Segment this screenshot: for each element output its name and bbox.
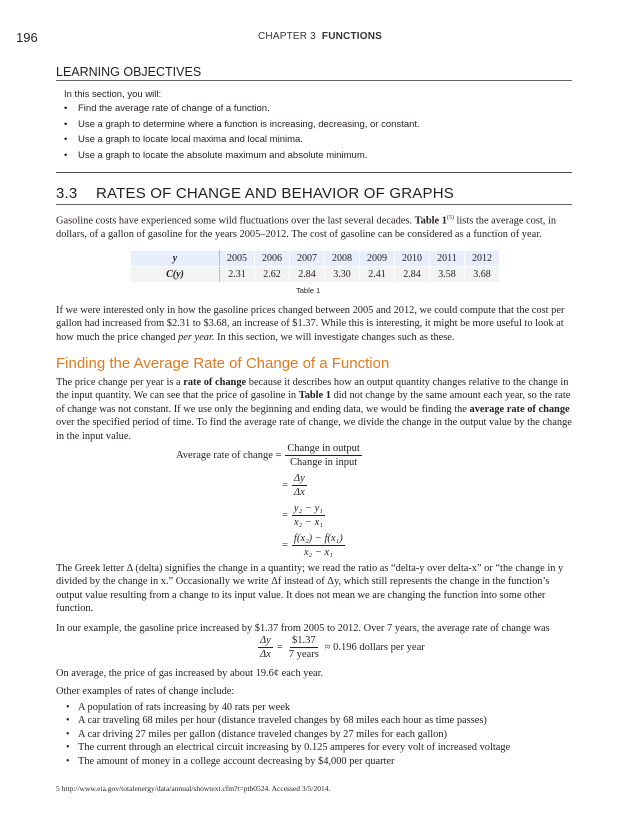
formula-fraction-words	[285, 443, 361, 468]
subsection-heading: Finding the Average Rate of Change of a Function	[56, 355, 390, 372]
para2-text-b: In this section, we will investigate changes such as these.	[217, 331, 455, 343]
fraction-denominator: Δx	[293, 486, 305, 498]
equals-sign: =	[282, 539, 288, 551]
fraction-numerator: Change in output	[287, 442, 360, 454]
table-caption: Table 1	[296, 286, 321, 295]
table-row	[131, 251, 500, 267]
list-item: • A car driving 27 miles per gallon (distance traveled changes by 27 miles for each gallon)	[66, 728, 510, 741]
term-rate-of-change: rate of change	[183, 377, 247, 388]
fraction-numerator: y₂ − y₁	[293, 502, 323, 514]
cost-cell: 2.62	[255, 267, 290, 283]
chapter-header	[258, 31, 382, 42]
paragraph-4: The Greek letter Δ (delta) signifies the change in a quantity; we read the ratio as “delta-y over delta-x” or “the change in y divided by the change in x.” Occasionally we write Δf instead of Δy, which still represents the change in the function’s output value resulting from a change to its input value. It does not mean we are changing the function into some other function.	[56, 563, 564, 615]
year-cell: 2012	[465, 251, 500, 267]
fraction-denominator: x₂ − x₁	[293, 516, 323, 528]
intro-text-b: lists the average cost, in dollars, of a gallon of gasoline for the years 2005–2012. The cost of gasoline can be considered as a function of year.	[56, 215, 557, 240]
equals-sign: =	[282, 479, 288, 491]
section-number: 3.3	[56, 185, 78, 202]
row-label-y: y	[131, 251, 220, 267]
fraction-denominator: Change in input	[290, 456, 358, 468]
cost-cell: 3.68	[465, 267, 500, 283]
year-cell: 2010	[395, 251, 430, 267]
list-item: • The current through an electrical circuit increasing by 0.125 amperes for every volt of increased voltage	[66, 741, 510, 754]
intro-text-a: Gasoline costs have experienced some wild fluctuations over the last several decades.	[56, 215, 413, 227]
paragraph-5: In our example, the gasoline price increased by $1.37 from 2005 to 2012. Over 7 years, the average rate of change was	[56, 623, 550, 634]
average-rate-formula	[176, 440, 362, 560]
equals-sign: =	[282, 509, 288, 521]
cost-cell: 2.31	[220, 267, 255, 283]
cost-cell: 2.84	[290, 267, 325, 283]
objectives-top-rule	[56, 80, 572, 81]
list-item: • A car traveling 68 miles per hour (distance traveled changes by 68 miles each hour as time passes)	[66, 714, 510, 727]
fraction-denominator: x₂ − x₁	[303, 546, 333, 558]
objectives-intro: In this section, you will:	[64, 89, 162, 100]
list-item: • A population of rats increasing by 40 rats per week	[66, 701, 510, 714]
row-label-cy: C(y)	[131, 267, 220, 283]
term-average-rate: average rate of change	[469, 403, 570, 415]
rate-examples-list	[66, 701, 510, 768]
learning-objectives-title: LEARNING OBJECTIVES	[56, 65, 202, 79]
para3-text-a: The price change per year is a	[56, 377, 181, 388]
table-ref-link[interactable]: Table 1	[414, 215, 447, 227]
fraction-numerator: $1.37	[291, 635, 316, 646]
objectives-list	[64, 101, 420, 163]
para3-text-d: did not change by the same amount each year, so the rate of change was not constant. If we use only the beginning and ending data, we would be finding the	[56, 390, 571, 415]
cost-cell: 2.84	[395, 267, 430, 283]
formula-fraction-delta	[292, 473, 307, 498]
table-row	[131, 267, 500, 283]
year-cell: 2005	[220, 251, 255, 267]
gas-rate-formula	[258, 635, 425, 660]
paragraph-2	[56, 304, 572, 344]
cost-cell: 2.41	[360, 267, 395, 283]
fraction-denominator: 7 years	[288, 649, 319, 660]
para3-text-c: because it describes how an output quantity changes relative to the change in the input quantity. We can see that the price of gasoline in	[56, 377, 569, 402]
para2-emphasis: per year.	[178, 331, 215, 343]
section-title-text: RATES OF CHANGE AND BEHAVIOR OF GRAPHS	[96, 185, 454, 202]
formula-fraction-points	[292, 503, 325, 528]
formula-fraction-delta	[258, 635, 273, 660]
year-cell: 2008	[325, 251, 360, 267]
list-item: • The amount of money in a college account decreasing by $4,000 per quarter	[66, 755, 510, 768]
para3-text-e: over the specified period of time. To find the average rate of change, we divide the change in the output value by the change in the input value.	[56, 417, 572, 442]
fraction-numerator: Δy	[293, 472, 305, 484]
paragraph-3	[56, 376, 572, 443]
objective-item: • Use a graph to determine where a function is increasing, decreasing, or constant.	[64, 117, 420, 133]
formula-lhs: Average rate of change =	[176, 449, 282, 461]
formula-fraction-function	[292, 533, 345, 558]
objectives-bottom-rule	[56, 172, 572, 173]
cost-cell: 3.58	[430, 267, 465, 283]
fraction-numerator: f(x₂) − f(x₁)	[293, 532, 343, 544]
formula-fraction-values	[287, 635, 321, 660]
year-cell: 2009	[360, 251, 395, 267]
intro-paragraph	[56, 212, 572, 241]
para2-text-a: If we were interested only in how the gasoline prices changed between 2005 and 2012, we could compute that the cost per gallon had increased from $2.31 to $3.68, an increase of $1.37. While this is interesting, it might be more useful to look at how much the price changed	[56, 305, 565, 343]
table-ref-link[interactable]: Table 1	[298, 390, 331, 402]
year-cell: 2006	[255, 251, 290, 267]
equals-sign: =	[276, 642, 283, 653]
fraction-denominator: Δx	[260, 649, 271, 660]
objective-item: • Use a graph to locate the absolute maximum and absolute minimum.	[64, 148, 420, 164]
formula-approx-result: ≈ 0.196 dollars per year	[324, 642, 425, 653]
section-title	[56, 185, 454, 202]
fraction-numerator: Δy	[260, 635, 271, 646]
section-rule	[56, 204, 572, 205]
footnote: 5 http://www.eia.gov/totalenergy/data/annual/showtext.cfm?t=ptb0524. Accessed 3/5/2014.	[56, 784, 331, 793]
gas-price-table	[130, 250, 500, 283]
year-cell: 2011	[430, 251, 465, 267]
chapter-name: FUNCTIONS	[321, 31, 383, 42]
paragraph-7: Other examples of rates of change include:	[56, 686, 235, 697]
objective-item: • Use a graph to locate local maxima and local minima.	[64, 132, 420, 148]
paragraph-6: On average, the price of gas increased by about 19.6¢ each year.	[56, 668, 324, 679]
cost-cell: 3.30	[325, 267, 360, 283]
page-number: 196	[16, 30, 38, 45]
footnote-mark: (5)	[446, 215, 454, 221]
chapter-prefix: CHAPTER 3	[258, 31, 316, 42]
objective-item: • Find the average rate of change of a function.	[64, 101, 420, 117]
year-cell: 2007	[290, 251, 325, 267]
